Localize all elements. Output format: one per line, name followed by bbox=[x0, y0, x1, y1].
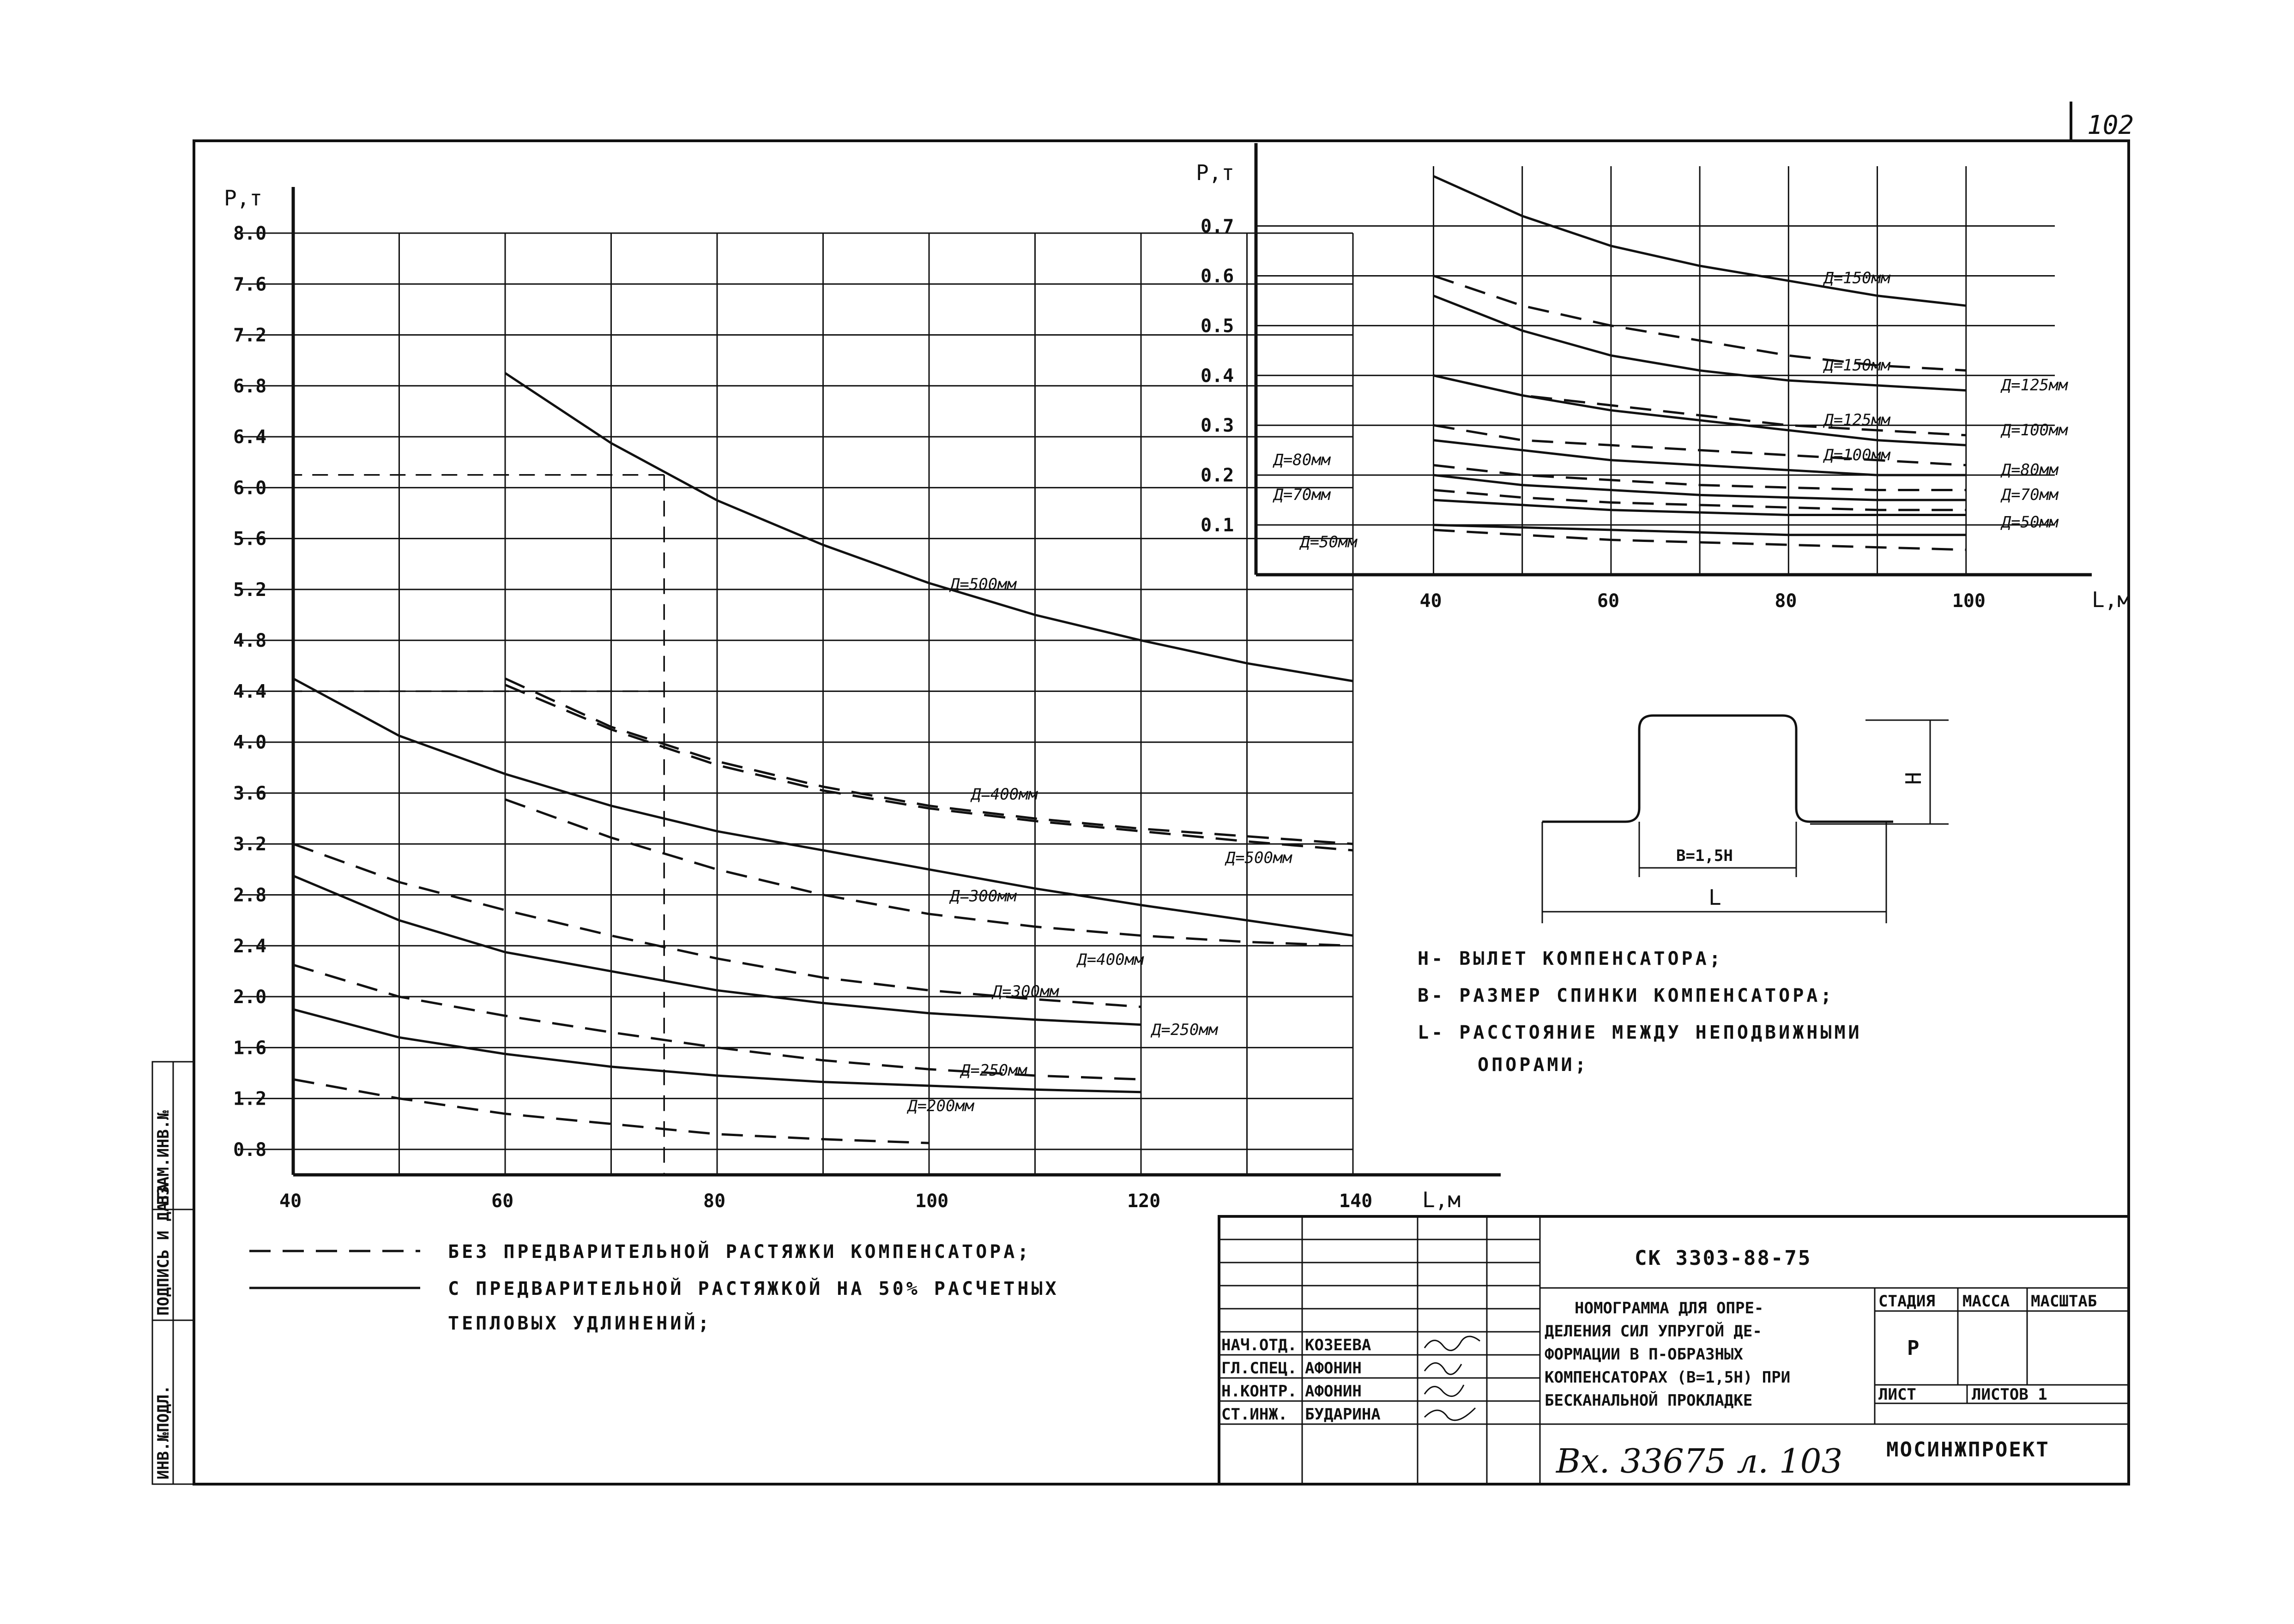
staff-role-2: ГЛ.СПЕЦ. bbox=[1221, 1359, 1297, 1377]
y-tick-label: 6.0 bbox=[233, 477, 267, 499]
doc-code: СК 3303-88-75 bbox=[1635, 1246, 1812, 1270]
curve-label: Д=80мм bbox=[2001, 461, 2059, 480]
x-tick-label: 80 bbox=[703, 1191, 726, 1212]
inset-chart bbox=[1196, 143, 2130, 612]
x-tick-label: 120 bbox=[1127, 1191, 1161, 1212]
h-dim-label: Н bbox=[1901, 772, 1926, 785]
staff-role-3: Н.КОНТР. bbox=[1221, 1382, 1297, 1401]
main-chart-curve-labels bbox=[906, 575, 1292, 1115]
curve-label: Д=500мм bbox=[950, 575, 1017, 594]
definition-b: В- РАЗМЕР СПИНКИ КОМПЕНСАТОРА; bbox=[1418, 985, 1835, 1006]
y-tick-label: 2.0 bbox=[233, 986, 267, 1008]
y-tick-label: 4.0 bbox=[233, 732, 267, 753]
definition-l-cont: ОПОРАМИ; bbox=[1478, 1054, 1589, 1076]
y-tick-label: 0.3 bbox=[1201, 415, 1234, 437]
legend-solid-text-2: ТЕПЛОВЫХ УДЛИНЕНИЙ; bbox=[448, 1313, 712, 1334]
y-tick-label: 5.2 bbox=[233, 579, 267, 601]
inset-chart-y-label: P,т bbox=[1196, 160, 1235, 185]
curve-label: Д=100мм bbox=[2001, 421, 2068, 439]
side-stamp bbox=[152, 1062, 194, 1484]
x-tick-label: 60 bbox=[1597, 590, 1620, 612]
y-tick-label: 8.0 bbox=[233, 223, 267, 244]
curve-label: Д=125мм bbox=[1824, 411, 1890, 430]
curve-label: Д=150мм bbox=[1824, 356, 1890, 375]
y-tick-label: 0.7 bbox=[1201, 216, 1234, 237]
curve-label: Д=300мм bbox=[950, 887, 1017, 906]
curve-label: Д=80мм bbox=[1274, 451, 1331, 469]
mass-header: МАССА bbox=[1962, 1292, 2010, 1311]
curve-label: Д=150мм bbox=[1824, 269, 1890, 288]
b-dim-label: В=1,5Н bbox=[1676, 847, 1733, 865]
staff-name-3: АФОНИН bbox=[1305, 1382, 1362, 1401]
x-tick-label: 100 bbox=[915, 1191, 949, 1212]
side-stamp-inv: ИНВ.№ПОДЛ. bbox=[154, 1385, 173, 1480]
reading-guide bbox=[293, 475, 664, 1175]
compensator-diagram bbox=[1542, 716, 1949, 923]
signature-3 bbox=[1425, 1385, 1464, 1396]
curve-label: Д=250мм bbox=[1151, 1020, 1218, 1039]
curve-label: Д=200мм bbox=[908, 1097, 974, 1116]
y-tick-label: 7.6 bbox=[233, 274, 267, 295]
main-chart bbox=[224, 186, 1501, 1212]
staff-role-4: СТ.ИНЖ. bbox=[1221, 1405, 1288, 1424]
y-tick-label: 4.4 bbox=[233, 681, 267, 703]
side-stamp-replace: ВЗАМ.ИНВ.№ bbox=[154, 1110, 173, 1205]
signature-2 bbox=[1425, 1363, 1461, 1375]
staff-role-1: НАЧ.ОТД. bbox=[1221, 1336, 1297, 1354]
definitions bbox=[1418, 948, 1862, 1076]
sheets-label: ЛИСТОВ 1 bbox=[1972, 1385, 2047, 1404]
curve-label: Д=70мм bbox=[2001, 486, 2059, 505]
doc-desc-4: КОМПЕНСАТОРАХ (В=1,5Н) ПРИ bbox=[1545, 1368, 1791, 1387]
y-tick-label: 2.8 bbox=[233, 884, 267, 906]
line-legend bbox=[249, 1240, 1059, 1334]
inventory-stamp: Вх. 33675 л. 103 bbox=[1556, 1442, 1843, 1480]
compensator-shape bbox=[1542, 716, 1893, 822]
doc-desc-1: НОМОГРАММА ДЛЯ ОПРЕ- bbox=[1575, 1299, 1764, 1317]
curve-label: Д=250мм bbox=[960, 1061, 1027, 1080]
y-tick-label: 0.5 bbox=[1201, 315, 1234, 337]
y-tick-label: 3.6 bbox=[233, 782, 267, 804]
doc-desc-2: ДЕЛЕНИЯ СИЛ УПРУГОЙ ДЕ- bbox=[1545, 1322, 1762, 1341]
y-tick-label: 5.6 bbox=[233, 528, 267, 550]
x-tick-label: 60 bbox=[491, 1191, 514, 1212]
y-tick-label: 1.6 bbox=[233, 1037, 267, 1059]
curve-label: Д=500мм bbox=[1225, 848, 1292, 867]
stage-value: Р bbox=[1907, 1336, 1921, 1360]
x-tick-label: 40 bbox=[1419, 590, 1442, 612]
x-tick-label: 100 bbox=[1952, 590, 1986, 612]
y-tick-label: 0.4 bbox=[1201, 365, 1234, 387]
y-tick-label: 3.2 bbox=[233, 834, 267, 855]
y-tick-label: 0.6 bbox=[1201, 265, 1234, 287]
y-tick-label: 7.2 bbox=[233, 325, 267, 346]
y-tick-label: 2.4 bbox=[233, 935, 267, 957]
definition-l: L- РАССТОЯНИЕ МЕЖДУ НЕПОДВИЖНЫМИ bbox=[1418, 1022, 1862, 1043]
side-stamp-sign: ПОДПИСЬ И ДАТА bbox=[154, 1183, 173, 1316]
definition-h: Н- ВЫЛЕТ КОМПЕНСАТОРА; bbox=[1418, 948, 1723, 969]
curve-label: Д=50мм bbox=[1300, 533, 1357, 552]
doc-desc-5: БЕСКАНАЛЬНОЙ ПРОКЛАДКЕ bbox=[1545, 1391, 1753, 1410]
curve-label: Д=125мм bbox=[2001, 376, 2068, 395]
y-tick-label: 1.2 bbox=[233, 1088, 267, 1110]
curve-label: Д=100мм bbox=[1824, 445, 1890, 464]
doc-desc-3: ФОРМАЦИИ В П-ОБРАЗНЫХ bbox=[1545, 1345, 1743, 1364]
staff-name-4: БУДАРИНА bbox=[1305, 1405, 1381, 1424]
inset-chart-grid bbox=[1256, 143, 2092, 575]
main-chart-guides bbox=[293, 475, 664, 1175]
signature-1 bbox=[1425, 1336, 1480, 1350]
organization: МОСИНЖПРОЕКТ bbox=[1886, 1438, 2050, 1462]
scale-header: МАСШТАБ bbox=[2031, 1292, 2097, 1311]
inset-chart-x-label: L,м bbox=[2092, 587, 2131, 612]
curve-label: Д=400мм bbox=[971, 785, 1038, 804]
legend-dashed-text: БЕЗ ПРЕДВАРИТЕЛЬНОЙ РАСТЯЖКИ КОМПЕНСАТОРА; bbox=[448, 1241, 1032, 1263]
y-tick-label: 0.2 bbox=[1201, 465, 1234, 487]
curve-label: Д=400мм bbox=[1077, 950, 1144, 969]
main-chart-x-label: L,м bbox=[1422, 1187, 1461, 1212]
x-tick-label: 140 bbox=[1339, 1191, 1373, 1212]
page-number: 102 bbox=[2087, 110, 2134, 140]
y-tick-label: 0.8 bbox=[233, 1139, 267, 1161]
x-tick-label: 80 bbox=[1775, 590, 1797, 612]
curve-label: Д=300мм bbox=[992, 982, 1059, 1001]
y-tick-label: 4.8 bbox=[233, 630, 267, 652]
curve-label: Д=50мм bbox=[2001, 513, 2059, 532]
main-chart-y-label: P,т bbox=[224, 186, 263, 211]
y-tick-label: 6.4 bbox=[233, 427, 267, 448]
title-block bbox=[1219, 1216, 2129, 1484]
sheet-label: ЛИСТ bbox=[1878, 1385, 1916, 1404]
staff-name-1: КОЗЕЕВА bbox=[1305, 1336, 1371, 1354]
y-tick-label: 0.1 bbox=[1201, 515, 1234, 536]
legend-solid-text-1: С ПРЕДВАРИТЕЛЬНОЙ РАСТЯЖКОЙ НА 50% РАСЧЕТНЫХ bbox=[448, 1278, 1059, 1299]
main-chart-grid bbox=[240, 187, 1501, 1175]
signature-4 bbox=[1425, 1408, 1475, 1420]
stage-header: СТАДИЯ bbox=[1878, 1292, 1935, 1311]
staff-name-2: АФОНИН bbox=[1305, 1359, 1362, 1377]
l-dim-label: L bbox=[1708, 885, 1721, 910]
curve-label: Д=70мм bbox=[1274, 486, 1331, 505]
y-tick-label: 6.8 bbox=[233, 375, 267, 397]
x-tick-label: 40 bbox=[279, 1191, 302, 1212]
